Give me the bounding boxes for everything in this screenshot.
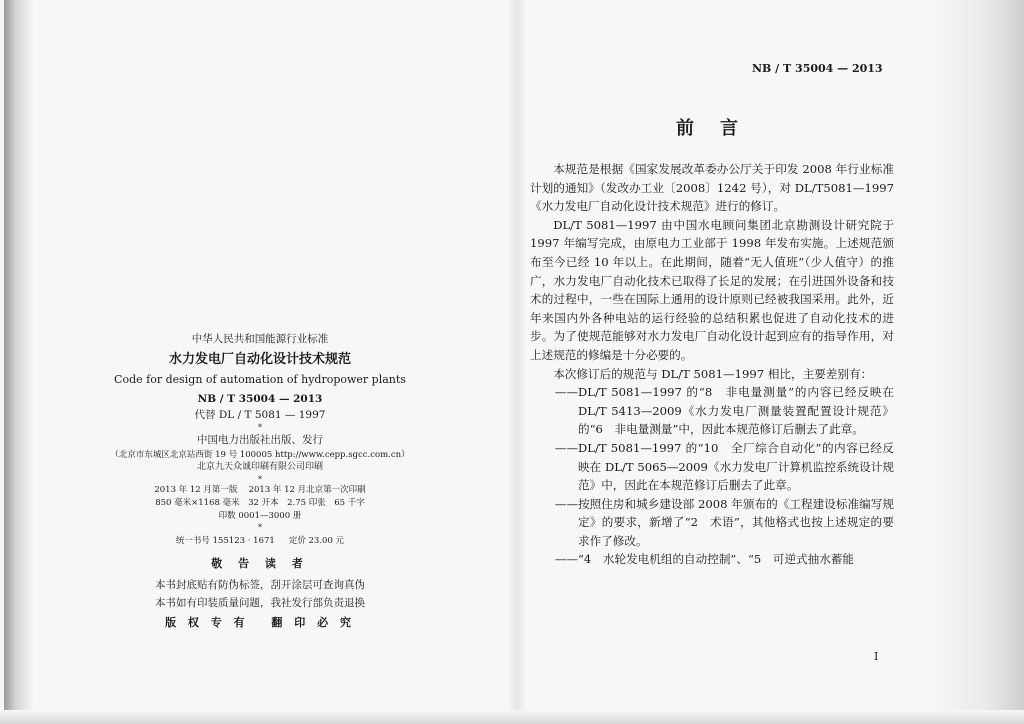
- left-page-edge-shadow: [4, 0, 34, 724]
- paragraph: DL/T 5081—1997 由中国水电顾问集团北京勘测设计研究院于 1997 年编写完成，由原电力工业部于 1998 年发布实施。上述规范颁布至今已经 10 年以上。在此期间，随着“无人值班”（少人值守）的推广，水力发电厂自动化技术已取得了长足的发展；在引进国外设备和技术的过程中，一些在国际上通用的设计原则已经被我国采用。此外，近年来国内外各种电站的运行经验的总结积累也促进了自动化技术的进步。为了使规范能够对水力发电厂自动化设计起到应有的指导作用，对上述规范的修编是十分必要的。: [530, 217, 894, 362]
- list-dash: ——: [554, 440, 578, 455]
- list-dash: ——: [554, 496, 578, 511]
- page-number: I: [874, 650, 879, 663]
- list-item-text: “4 水轮发电机组的自动控制”、“5 可逆式抽水蓄能: [578, 552, 855, 567]
- list-item-text: DL/T 5081—1997 的“8 非电量测量”的内容已经反映在 DL/T 5413—2009《水力发电厂测量装置配置设计规范》的“6 非电量测量”中，因此本规范修订后删去了此章。: [578, 385, 894, 437]
- price: 定价 23.00 元: [288, 536, 345, 547]
- list-item-text: DL/T 5081—1997 的“10 全厂综合自动化”的内容已经反映在 DL/T 5065—2009《水力发电厂计算机监控系统设计规范》中，因此在本规范修订后删去了此章。: [578, 440, 894, 493]
- book-title-cn: 水力发电厂自动化设计技术规范: [168, 351, 351, 367]
- list-item: [530, 383, 894, 439]
- publisher-address: （北京市东城区北京站西街 19 号 100005 http://www.cepp.sgcc.com.cn）: [110, 449, 410, 460]
- imprint-block: [110, 332, 410, 632]
- isbn: 统一书号 155123 · 1671: [175, 536, 275, 547]
- list-dash: ——: [554, 385, 578, 400]
- standard-code: NB / T 35004 — 2013: [197, 392, 323, 405]
- printer: 北京九天众诚印刷有限公司印刷: [196, 462, 323, 473]
- paragraph: 本规范是根据《国家发展改革委办公厅关于印发 2008 年行业标准计划的通知》（发改办工业〔2008〕1242 号），对 DL/T5081—1997《水力发电厂自动化设计技术规范》进行的修订。: [530, 162, 894, 214]
- format-info: 850 毫米×1168 毫米 32 开本 2.75 印张 65 千字: [155, 498, 365, 509]
- copyright-notice: 版 权 专 有 翻 印 必 究: [165, 616, 355, 630]
- book-gutter: [508, 0, 526, 724]
- separator-star: *: [258, 522, 262, 532]
- separator-star: *: [258, 423, 262, 433]
- list-item-text: 按照住房和城乡建设部 2008 年颁布的《工程建设标准编写规定》的要求，新增了“2 术语”，其他格式也按上述规定的要求作了修改。: [578, 496, 894, 548]
- standard-type: 中华人民共和国能源行业标准: [191, 333, 329, 345]
- edition-info: 2013 年 12 月第一版 2013 年 12 月北京第一次印刷: [154, 485, 366, 496]
- list-item: [530, 439, 894, 495]
- bottom-edge-shadow: [0, 710, 1024, 724]
- isbn-price-line: [110, 535, 410, 548]
- list-dash: ——: [554, 552, 578, 567]
- print-run: 印数 0001—3000 册: [218, 510, 302, 521]
- book-title-en: Code for design of automation of hydropower plants: [114, 373, 406, 387]
- publisher: 中国电力出版社出版、发行: [197, 433, 323, 446]
- right-page-edge-shadow: [934, 0, 1024, 724]
- list-item: [530, 495, 894, 551]
- page-title: 前言: [676, 118, 764, 139]
- running-header-code: NB / T 35004 — 2013: [752, 62, 883, 75]
- preface-body: [530, 160, 894, 569]
- notice-line: 本书封底贴有防伪标签，刮开涂层可查询真伪: [155, 578, 365, 591]
- notice-line: 本书如有印装质量问题，我社发行部负责退换: [155, 596, 365, 609]
- list-item: [530, 550, 894, 569]
- notice-title: 敬 告 读 者: [211, 557, 309, 571]
- replaces-standard: 代替 DL / T 5081 — 1997: [194, 408, 326, 421]
- paragraph: 本次修订后的规范与 DL/T 5081—1997 相比，主要差别有：: [553, 366, 873, 381]
- separator-star: *: [258, 474, 262, 484]
